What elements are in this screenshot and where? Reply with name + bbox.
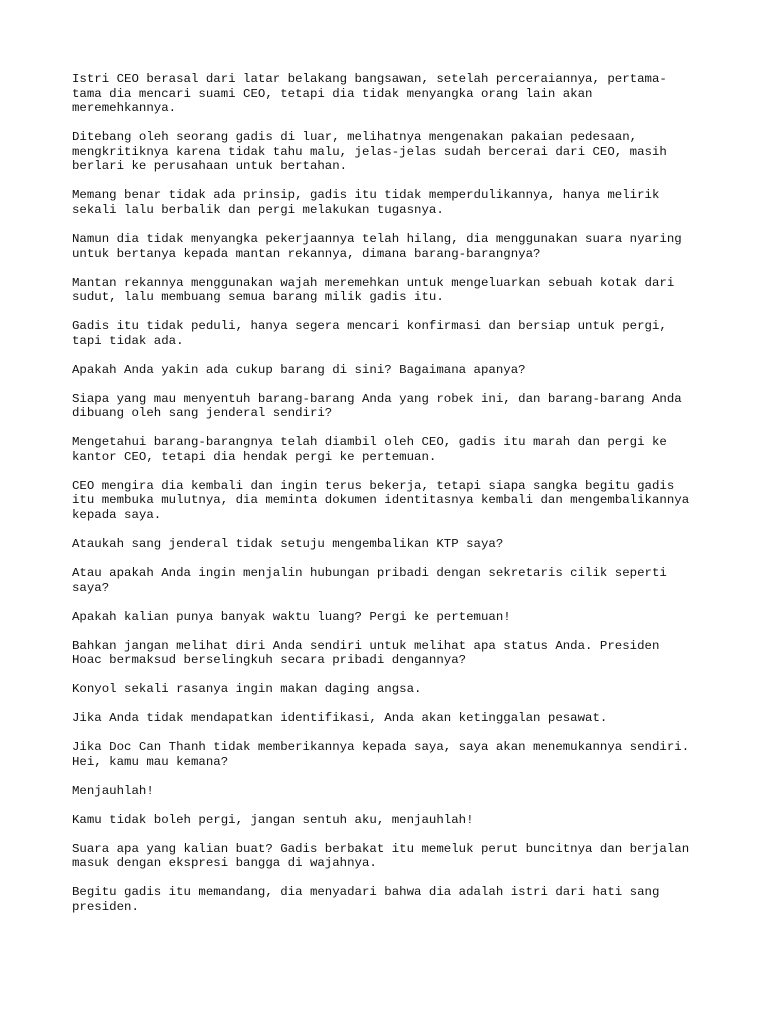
paragraph-14: Bahkan jangan melihat diri Anda sendiri untuk melihat apa status Anda. Presiden Hoac bermaksud berselingkuh secara pribadi dengannya?: [72, 638, 660, 668]
paragraph-21: Begitu gadis itu memandang, dia menyadari bahwa dia adalah istri dari hati sang presiden.: [72, 885, 660, 914]
paragraph-4: Namun dia tidak menyangka pekerjaannya telah hilang, dia menggunakan suara nyaring untuk bertanya kepada mantan rekannya, dimana barang-barangnya?: [72, 231, 682, 261]
paragraph-15: Konyol sekali rasanya ingin makan daging angsa.: [72, 682, 422, 697]
paragraph-5: Mantan rekannya menggunakan wajah meremehkan untuk mengeluarkan sebuah kotak dari sudut, lalu membuang semua barang milik gadis itu.: [72, 275, 675, 305]
paragraph-16: Jika Anda tidak mendapatkan identifikasi, Anda akan ketinggalan pesawat.: [72, 711, 608, 726]
paragraph-7: Apakah Anda yakin ada cukup barang di sini? Bagaimana apanya?: [72, 362, 526, 377]
paragraph-13: Apakah kalian punya banyak waktu luang? Pergi ke pertemuan!: [72, 609, 511, 624]
paragraph-2: Ditebang oleh seorang gadis di luar, melihatnya mengenakan pakaian pedesaan, mengkritiknya karena tidak tahu malu, jelas-jelas sudah bercerai dari CEO, masih berlari ke perusahaan untuk bertahan.: [72, 130, 667, 174]
paragraph-17: Jika Doc Can Thanh tidak memberikannya kepada saya, saya akan menemukannya sendiri. Hei, kamu mau kemana?: [72, 740, 690, 769]
paragraph-18: Menjauhlah!: [72, 783, 154, 798]
paragraph-3: Memang benar tidak ada prinsip, gadis itu tidak memperdulikannya, hanya melirik sekali lalu berbalik dan pergi melakukan tugasnya.: [72, 188, 660, 217]
paragraph-9: Mengetahui barang-barangnya telah diambil oleh CEO, gadis itu marah dan pergi ke kantor CEO, tetapi dia hendak pergi ke pertemuan.: [72, 435, 667, 464]
paragraph-20: Suara apa yang kalian buat? Gadis berbakat itu memeluk perut buncitnya dan berjalan masuk dengan ekspresi bangga di wajahnya.: [72, 841, 690, 871]
paragraph-10: CEO mengira dia kembali dan ingin terus bekerja, tetapi siapa sangka begitu gadis itu membuka mulutnya, dia meminta dokumen identitasnya kembali dan mengembalikannya kepada saya.: [72, 478, 690, 522]
document-page: [72, 72, 712, 929]
paragraph-19: Kamu tidak boleh pergi, jangan sentuh aku, menjauhlah!: [72, 812, 474, 827]
paragraph-1: Istri CEO berasal dari latar belakang bangsawan, setelah perceraiannya, pertama- tama dia mencari suami CEO, tetapi dia tidak menyangka orang lain akan meremehkannya.: [72, 72, 667, 116]
paragraph-12: Atau apakah Anda ingin menjalin hubungan pribadi dengan sekretaris cilik seperti saya?: [72, 565, 667, 595]
paragraph-6: Gadis itu tidak peduli, hanya segera mencari konfirmasi dan bersiap untuk pergi, tapi tidak ada.: [72, 319, 667, 348]
paragraph-8: Siapa yang mau menyentuh barang-barang Anda yang robek ini, dan barang-barang Anda dibuang oleh sang jenderal sendiri?: [72, 391, 682, 421]
paragraph-11: Ataukah sang jenderal tidak setuju mengembalikan KTP saya?: [72, 536, 504, 551]
